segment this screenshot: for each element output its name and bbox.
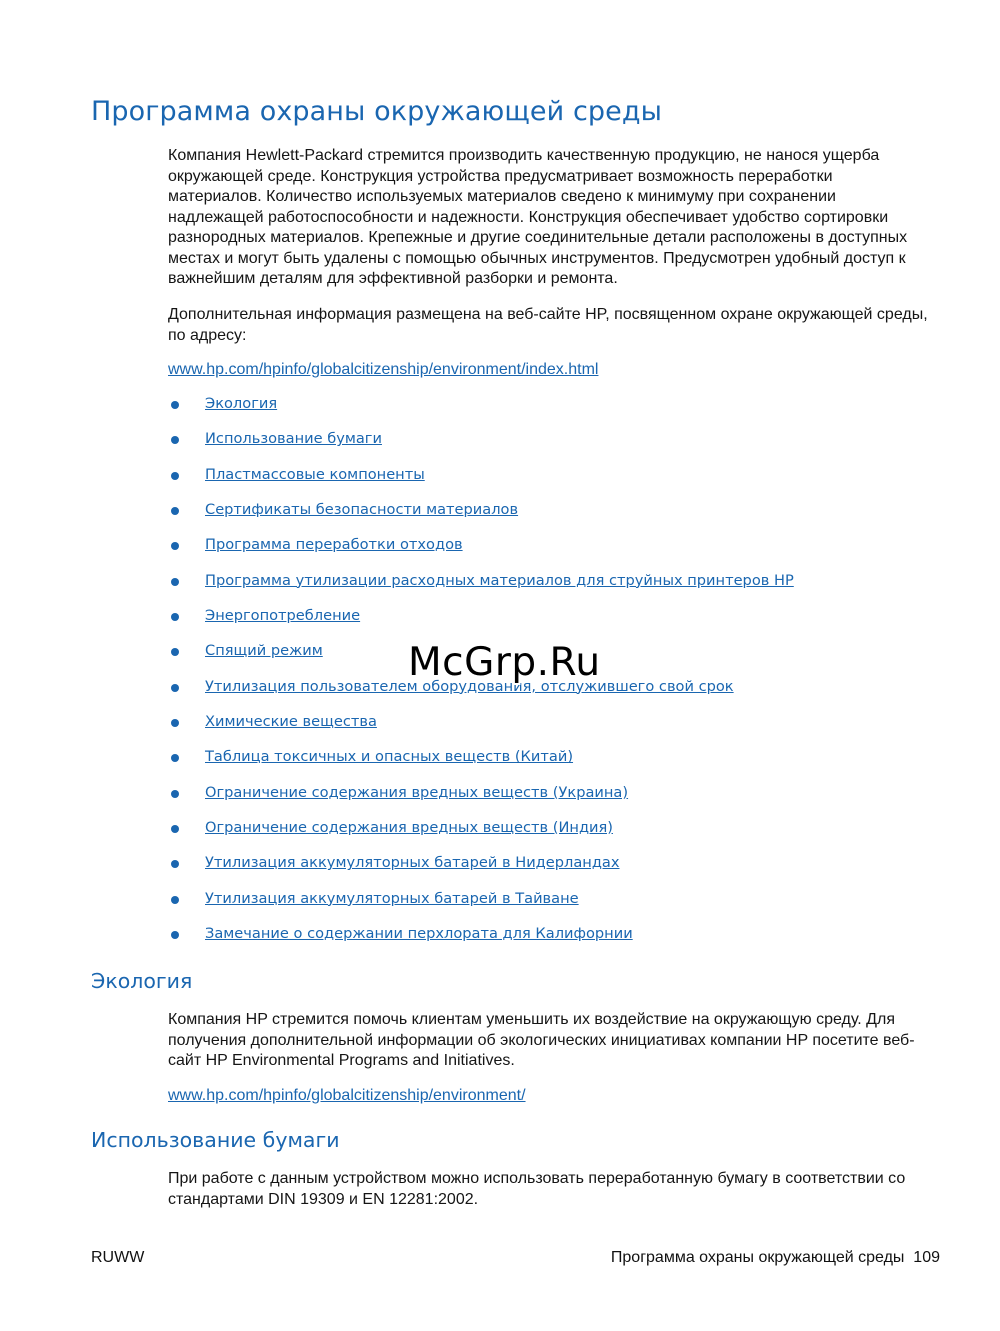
- footer-page-label: [611, 1249, 940, 1267]
- toc-link[interactable]: Таблица токсичных и опасных веществ (Китай): [205, 748, 574, 766]
- bullet-icon: [171, 401, 179, 409]
- environment-url-link[interactable]: www.hp.com/hpinfo/globalcitizenship/environment/index.html: [168, 361, 599, 378]
- bullet-icon: [171, 542, 179, 550]
- bullet-icon: [171, 507, 179, 515]
- toc-link[interactable]: Утилизация аккумуляторных батарей в Нидерландах: [205, 854, 620, 872]
- ecology-paragraph: Компания HP стремится помочь клиентам уменьшить их воздействие на окружающую среду. Для получения дополнительной информации об экологических инициативах компании HP посетите веб-сайт HP Environmental Programs and Initiatives.: [168, 1011, 915, 1069]
- toc-link[interactable]: Сертификаты безопасности материалов: [205, 501, 519, 519]
- footer-locale-code: RUWW: [91, 1249, 145, 1266]
- toc-link[interactable]: Энергопотребление: [205, 607, 361, 625]
- bullet-icon: [171, 825, 179, 833]
- paper-use-heading: Использование бумаги: [91, 1128, 340, 1152]
- bullet-icon: [171, 931, 179, 939]
- page-title: Программа охраны окружающей среды: [91, 96, 663, 127]
- toc-link[interactable]: Замечание о содержании перхлората для Калифорнии: [205, 925, 633, 943]
- bullet-icon: [171, 436, 179, 444]
- bullet-icon: [171, 896, 179, 904]
- toc-link[interactable]: Спящий режим: [205, 642, 323, 660]
- toc-link[interactable]: Утилизация аккумуляторных батарей в Тайване: [205, 889, 579, 907]
- bullet-icon: [171, 860, 179, 868]
- intro-paragraph: Компания Hewlett-Packard стремится производить качественную продукцию, не нанося ущерба окружающей среде. Конструкция устройства предусматривает возможность переработки материалов. Количество используемых материалов сведено к минимуму при сохранении надлежащей работоспособности и надежности. Конструкция обеспечивает удобство сортировки разнородных материалов. Крепежные и другие соединительные детали расположены в доступных местах и могут быть удалены с помощью обычных инструментов. Предусмотрен удобный доступ к важнейшим деталям для эффективной разборки и ремонта.: [168, 147, 908, 287]
- toc-link[interactable]: Ограничение содержания вредных веществ (Украина): [205, 783, 629, 801]
- bullet-icon: [171, 684, 179, 692]
- toc-link[interactable]: Экология: [205, 395, 278, 412]
- paper-use-paragraph: При работе с данным устройством можно использовать переработанную бумагу в соответствии со стандартами DIN 19309 и EN 12281:2002.: [168, 1170, 906, 1208]
- footer-section-title: Программа охраны окружающей среды: [610, 1249, 905, 1266]
- bullet-icon: [171, 648, 179, 656]
- watermark: McGrp.Ru: [408, 640, 601, 685]
- info-paragraph: Дополнительная информация размещена на веб-сайте HP, посвященном охране окружающей среды, по адресу:: [168, 306, 928, 344]
- ecology-url-link[interactable]: www.hp.com/hpinfo/globalcitizenship/environment/: [168, 1087, 526, 1104]
- bullet-icon: [171, 754, 179, 762]
- toc-link[interactable]: Программа утилизации расходных материалов для струйных принтеров HP: [205, 571, 794, 589]
- toc-link[interactable]: Ограничение содержания вредных веществ (Индия): [205, 819, 613, 837]
- toc-link[interactable]: Программа переработки отходов: [205, 536, 463, 554]
- footer-page-number: 109: [913, 1249, 940, 1266]
- bullet-icon: [171, 613, 179, 621]
- bullet-icon: [171, 578, 179, 586]
- toc-link[interactable]: Использование бумаги: [205, 430, 382, 448]
- toc-link[interactable]: Химические вещества: [205, 713, 377, 731]
- ecology-heading: Экология: [91, 969, 193, 993]
- bullet-icon: [171, 719, 179, 727]
- bullet-icon: [171, 472, 179, 480]
- toc-link[interactable]: Утилизация пользователем оборудования, отслужившего свой срок: [205, 677, 734, 695]
- toc-link[interactable]: Пластмассовые компоненты: [205, 465, 425, 483]
- bullet-icon: [171, 790, 179, 798]
